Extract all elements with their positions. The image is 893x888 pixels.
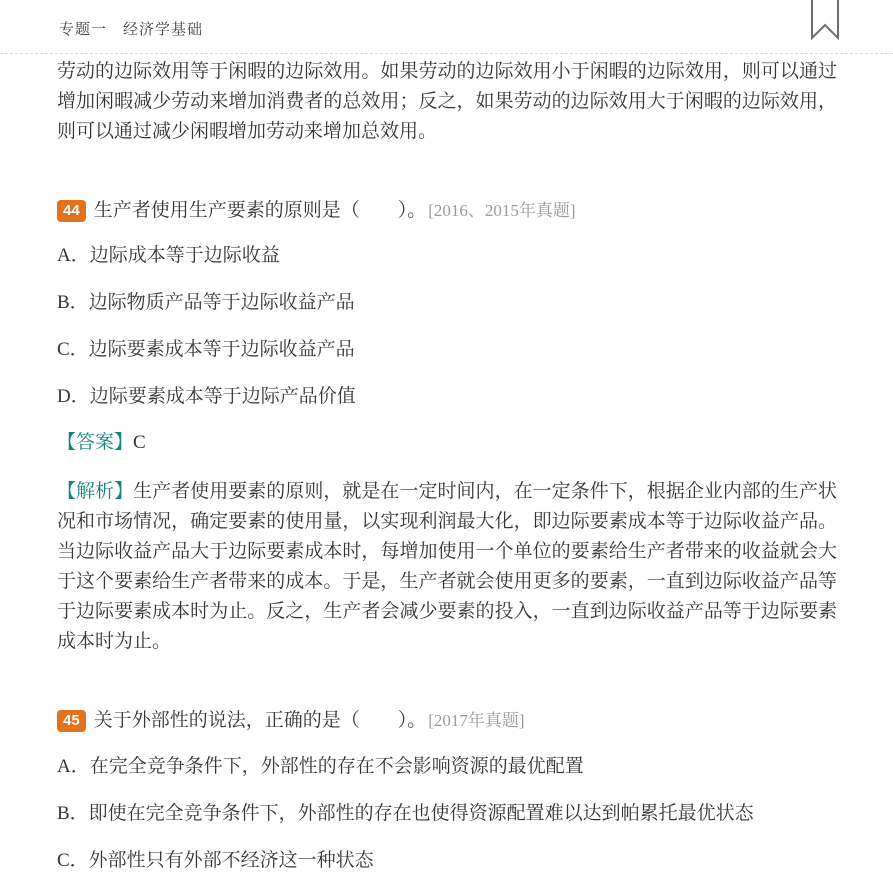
question-44 bbox=[57, 198, 837, 657]
page-content bbox=[0, 57, 893, 871]
question-stem: 关于外部性的说法，正确的是（ ）。 bbox=[93, 710, 427, 731]
intro-paragraph: 劳动的边际效用等于闲暇的边际效用。如果劳动的边际效用小于闲暇的边际效用，则可以通过增加闲暇减少劳动来增加消费者的总效用；反之，如果劳动的边际效用大于闲暇的边际效用，则可以通过减少闲暇增加劳动来增加总效用。 bbox=[57, 61, 837, 142]
analysis-text: 生产者使用要素的原则，就是在一定时间内，在一定条件下，根据企业内部的生产状况和市场情况，确定要素的使用量，以实现利润最大化，即边际要素成本等于边际收益产品。当边际收益产品大于边际要素成本时，每增加使用一个单位的要素给生产者带来的收益就会大于这个要素给生产者带来的成本。于是，生产者就会使用更多的要素，一直到边际收益产品等于边际要素成本时为止。反之，生产者会减少要素的投入，一直到边际收益产品等于边际要素成本时为止。 bbox=[57, 481, 837, 652]
exam-citation: [2017年真题] bbox=[428, 711, 525, 730]
answer-label: 【答案】 bbox=[57, 432, 134, 453]
chapter-title: 专题一 经济学基础 bbox=[59, 21, 204, 38]
option-c: C．边际要素成本等于边际收益产品 bbox=[57, 339, 355, 360]
header-divider bbox=[0, 53, 893, 54]
question-stem-line bbox=[57, 708, 837, 734]
question-stem-line bbox=[57, 198, 837, 224]
options-list bbox=[57, 246, 837, 407]
analysis-paragraph bbox=[57, 477, 837, 657]
question-number-badge: 44 bbox=[57, 200, 86, 222]
answer-line bbox=[57, 432, 837, 454]
option-b: B．边际物质产品等于边际收益产品 bbox=[57, 292, 355, 313]
question-45 bbox=[57, 708, 837, 871]
analysis-label: 【解析】 bbox=[57, 481, 134, 502]
option-a: A．边际成本等于边际收益 bbox=[57, 245, 280, 266]
page-header bbox=[0, 0, 893, 54]
answer-value: C bbox=[133, 432, 146, 453]
question-stem: 生产者使用生产要素的原则是（ ）。 bbox=[93, 200, 427, 221]
option-d: D．边际要素成本等于边际产品价值 bbox=[57, 386, 356, 407]
option-c: C．外部性只有外部不经济这一种状态 bbox=[57, 850, 374, 871]
option-a: A．在完全竞争条件下，外部性的存在不会影响资源的最优配置 bbox=[57, 756, 584, 777]
question-number-badge: 45 bbox=[57, 710, 86, 732]
exam-citation: [2016、2015年真题] bbox=[428, 201, 576, 220]
bookmark-icon[interactable] bbox=[809, 0, 841, 42]
options-list bbox=[57, 757, 837, 871]
option-b: B．即使在完全竞争条件下，外部性的存在也使得资源配置难以达到帕累托最优状态 bbox=[57, 803, 754, 824]
